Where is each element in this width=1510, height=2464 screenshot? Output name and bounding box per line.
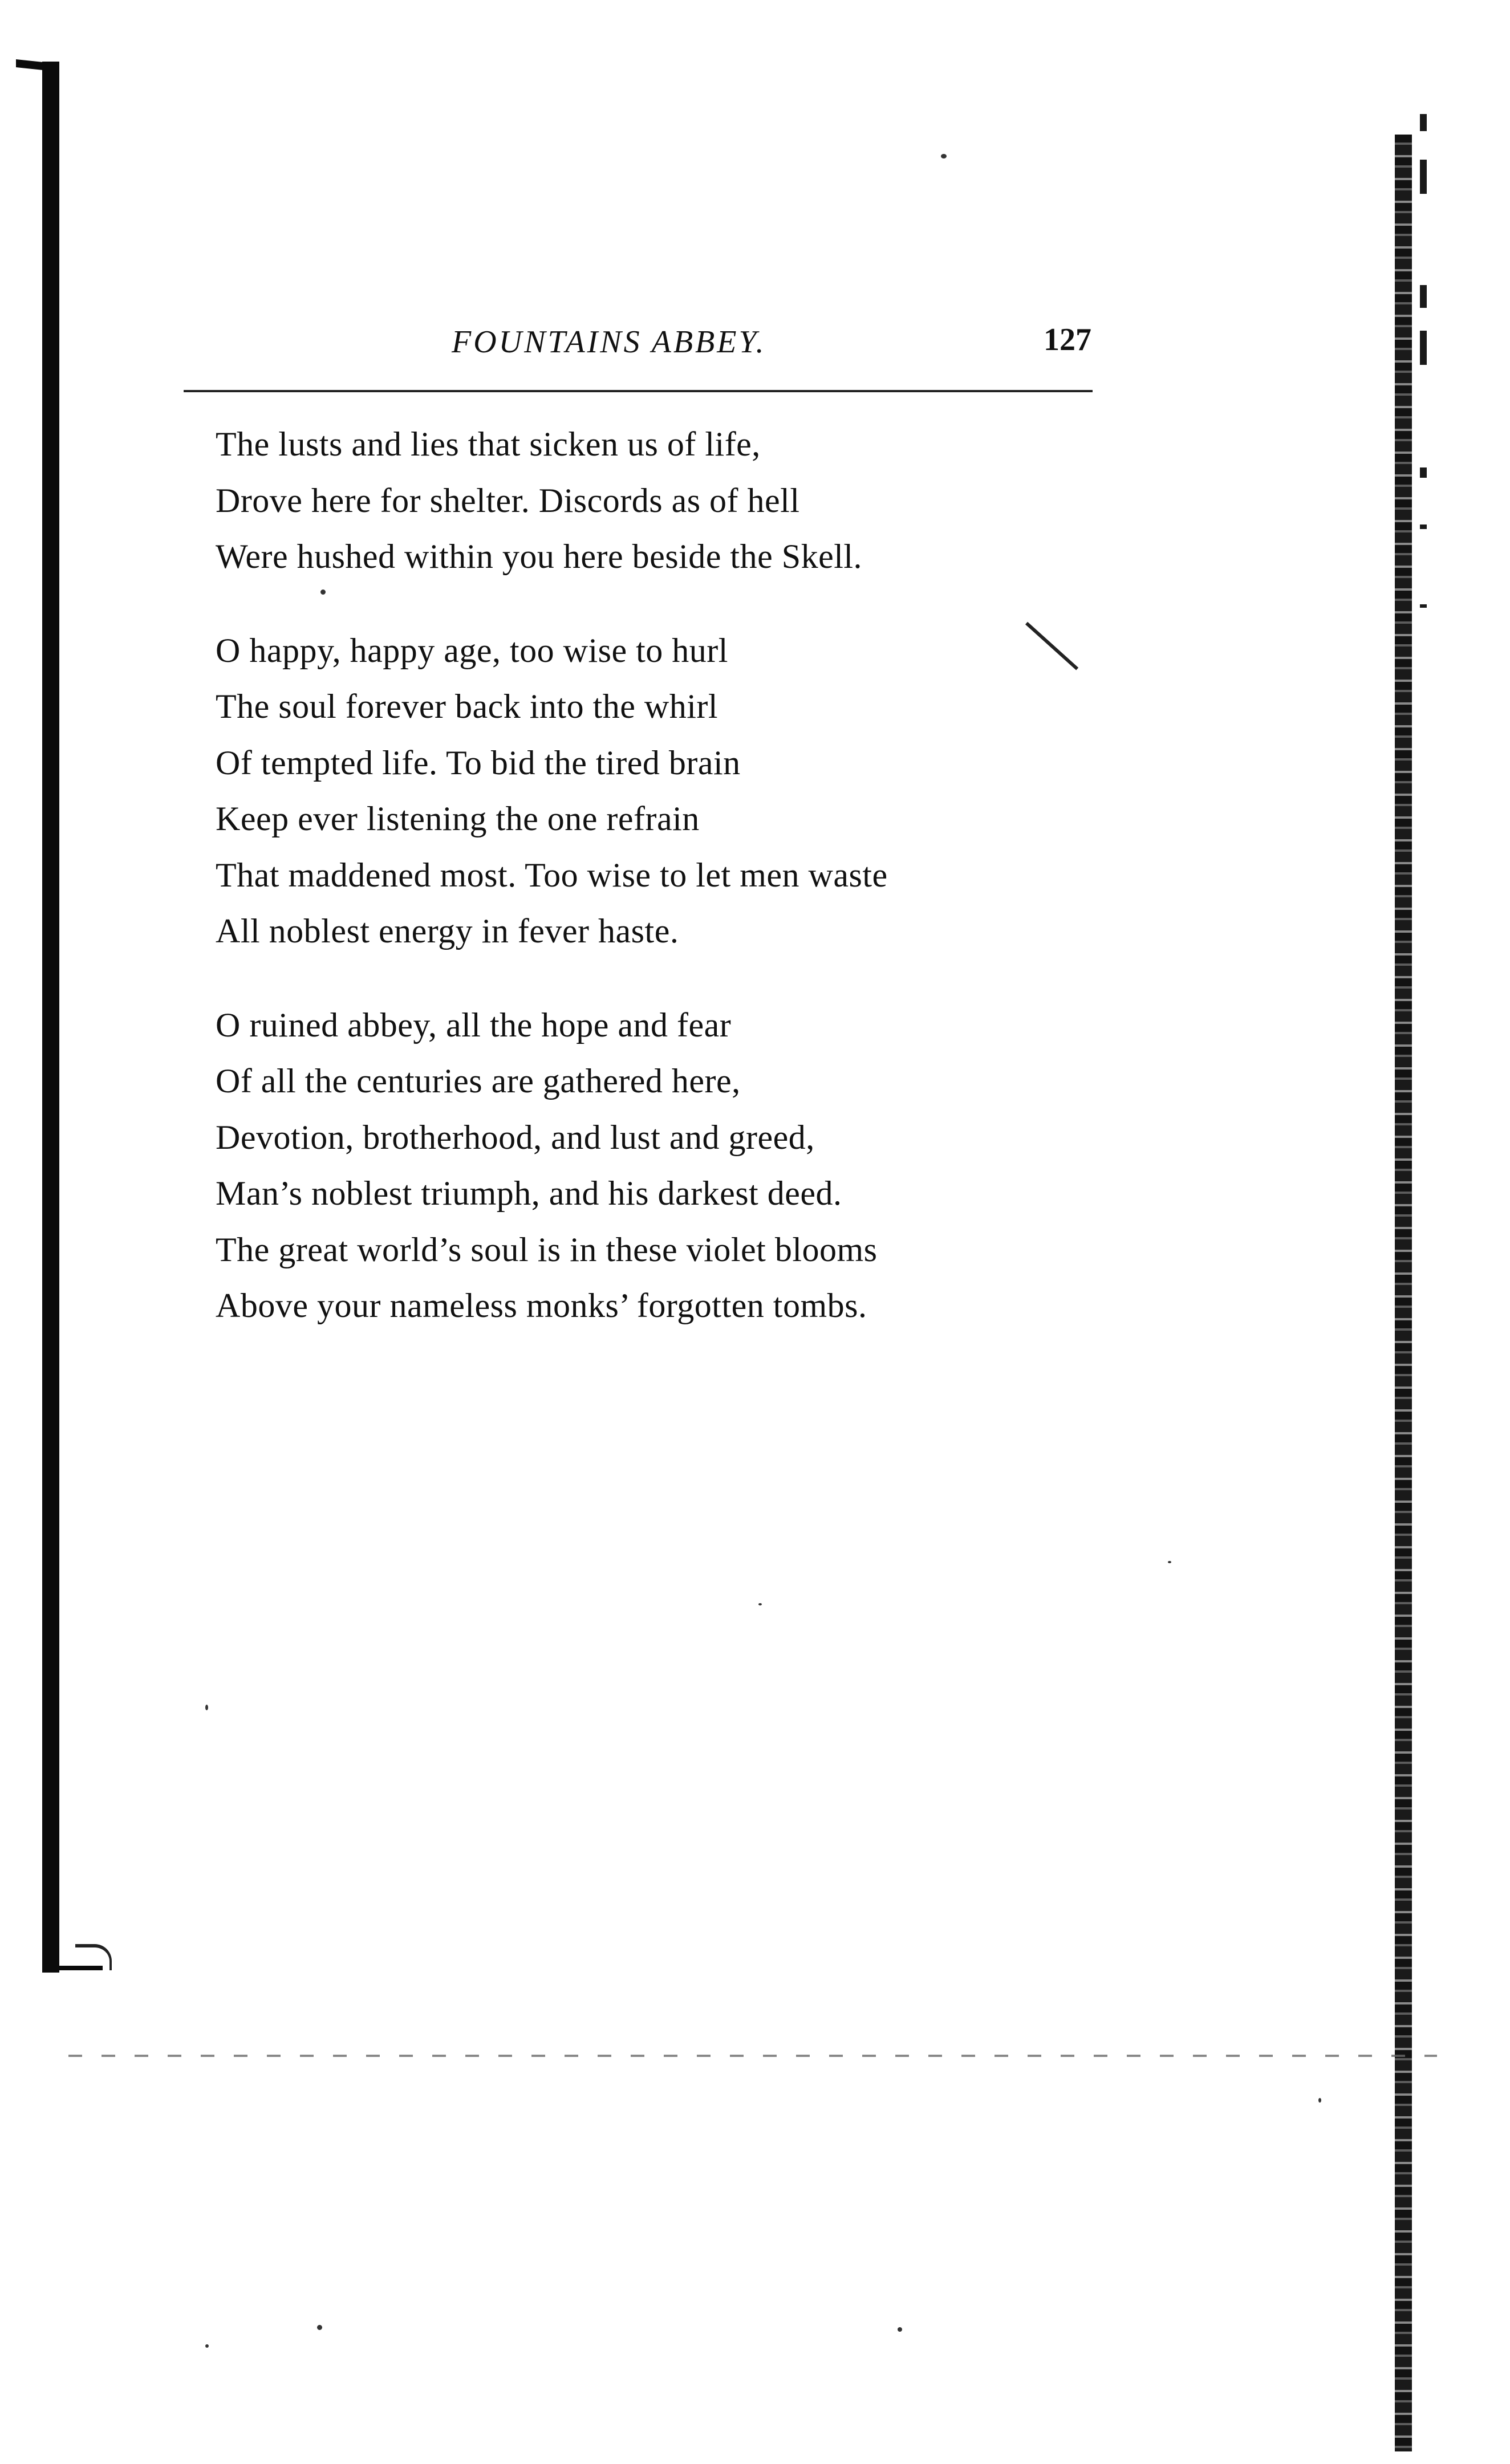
verse-line: The great world’s soul is in these violet blooms <box>216 1230 878 1268</box>
scan-speck <box>205 1705 208 1710</box>
verse-line: The lusts and lies that sicken us of life, <box>216 425 761 463</box>
stanza <box>216 416 1185 585</box>
verse-line: Of all the centuries are gathered here, <box>216 1062 741 1100</box>
verse-line: O happy, happy age, too wise to hurl <box>216 631 728 669</box>
scan-speck <box>758 1603 762 1605</box>
verse-line: Man’s noblest triumph, and his darkest deed. <box>216 1174 842 1212</box>
verse-line: Were hushed within you here beside the Skell. <box>216 538 863 575</box>
verse-line: Above your nameless monks’ forgotten tombs. <box>216 1287 867 1324</box>
poem-body <box>216 416 1185 1372</box>
scan-edge-left <box>42 62 59 1973</box>
verse-line: Of tempted life. To bid the tired brain <box>216 743 741 782</box>
scan-speck <box>1318 2098 1321 2103</box>
scan-mark <box>75 1944 112 1970</box>
scan-speck <box>1168 1561 1171 1563</box>
stanza <box>216 623 1185 959</box>
running-header <box>184 319 1096 365</box>
page-number: 127 <box>1044 322 1091 357</box>
scan-speck <box>941 154 947 158</box>
verse-line: Drove here for shelter. Discords as of hell <box>216 481 800 519</box>
scan-speck <box>205 2344 209 2348</box>
verse-line: O ruined abbey, all the hope and fear <box>216 1006 732 1044</box>
verse-line: Devotion, brotherhood, and lust and greed, <box>216 1118 815 1156</box>
verse-line: All noblest energy in fever haste. <box>216 912 679 950</box>
scan-edge-right <box>1395 135 1412 2451</box>
stanza <box>216 997 1185 1334</box>
scan-edge-right-ticks <box>1420 114 1427 627</box>
scan-dash-line <box>68 2055 1437 2057</box>
header-rule <box>184 390 1093 392</box>
verse-line: The soul forever back into the whirl <box>216 688 719 725</box>
scan-speck <box>317 2325 322 2330</box>
verse-line: Keep ever listening the one refrain <box>216 800 700 837</box>
verse-line: That maddened most. Too wise to let men waste <box>216 856 888 894</box>
running-title: FOUNTAINS ABBEY. <box>452 324 766 360</box>
scan-speck <box>898 2327 902 2332</box>
